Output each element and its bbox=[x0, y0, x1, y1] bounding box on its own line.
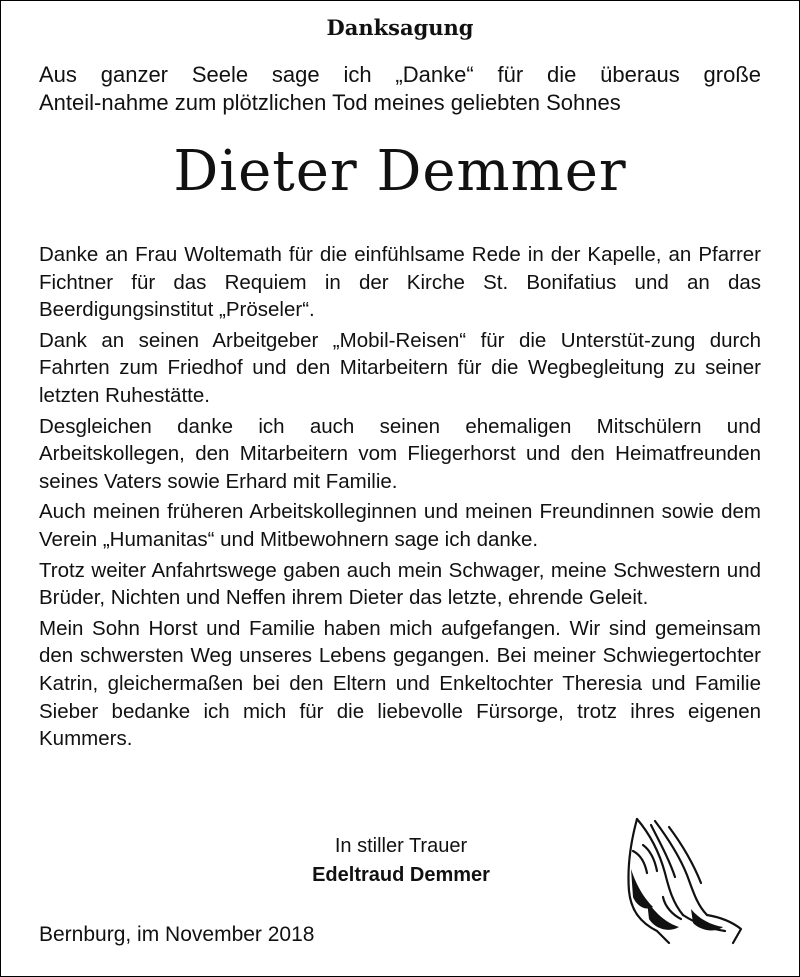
heading: Danksagung bbox=[326, 15, 474, 40]
intro-text bbox=[39, 61, 761, 117]
signature-name: Edeltraud Demmer bbox=[312, 864, 490, 886]
intro-line-2: Anteil-nahme zum plötzlichen Tod meines geliebten Sohnes bbox=[39, 90, 621, 115]
paragraph: Danke an Frau Woltemath für die einfühlsame Rede in der Kapelle, an Pfarrer Fichtner für das Requiem in der Kirche St. Bonifatius und an das Beerdigungsinstitut „Pröseler“. bbox=[39, 243, 761, 322]
place-date: Bernburg, im November 2018 bbox=[39, 923, 315, 946]
praying-hands-icon bbox=[607, 811, 747, 946]
deceased-name: Dieter Demmer bbox=[173, 139, 627, 204]
intro-line-1: Aus ganzer Seele sage ich „Danke“ für die überaus große bbox=[39, 62, 761, 87]
paragraph: Desgleichen danke ich auch seinen ehemaligen Mitschülern und Arbeitskollegen, den Mitarbeitern vom Fliegerhorst und den Heimatfreunden seines Vaters sowie Erhard mit Familie. bbox=[39, 414, 761, 493]
paragraph: Dank an seinen Arbeitgeber „Mobil-Reisen“ für die Unterstüt-zung durch Fahrten zum Friedhof und den Mitarbeitern für die Wegbegleitung zu seiner letzten Ruhestätte. bbox=[39, 328, 761, 407]
paragraph: Auch meinen früheren Arbeitskolleginnen und meinen Freundinnen sowie dem Verein „Humanitas“ und Mitbewohnern sage ich danke. bbox=[39, 500, 761, 551]
signature-line: In stiller Trauer bbox=[334, 835, 468, 857]
thanks-body bbox=[39, 241, 761, 756]
paragraph: Mein Sohn Horst und Familie haben mich aufgefangen. Wir sind gemeinsam den schwersten Weg unseres Lebens gegangen. Bei meiner Schwiegertochter Katrin, gleichermaßen bei den Eltern und Enkeltochter Theresia und Familie Sieber bedanke ich mich für die liebevolle Fürsorge, trotz ihres eigenen Kummers. bbox=[39, 616, 761, 751]
paragraph: Trotz weiter Anfahrtswege gaben auch mein Schwager, meine Schwestern und Brüder, Nichten und Neffen ihrem Dieter das letzte, ehrende Geleit. bbox=[39, 558, 761, 610]
